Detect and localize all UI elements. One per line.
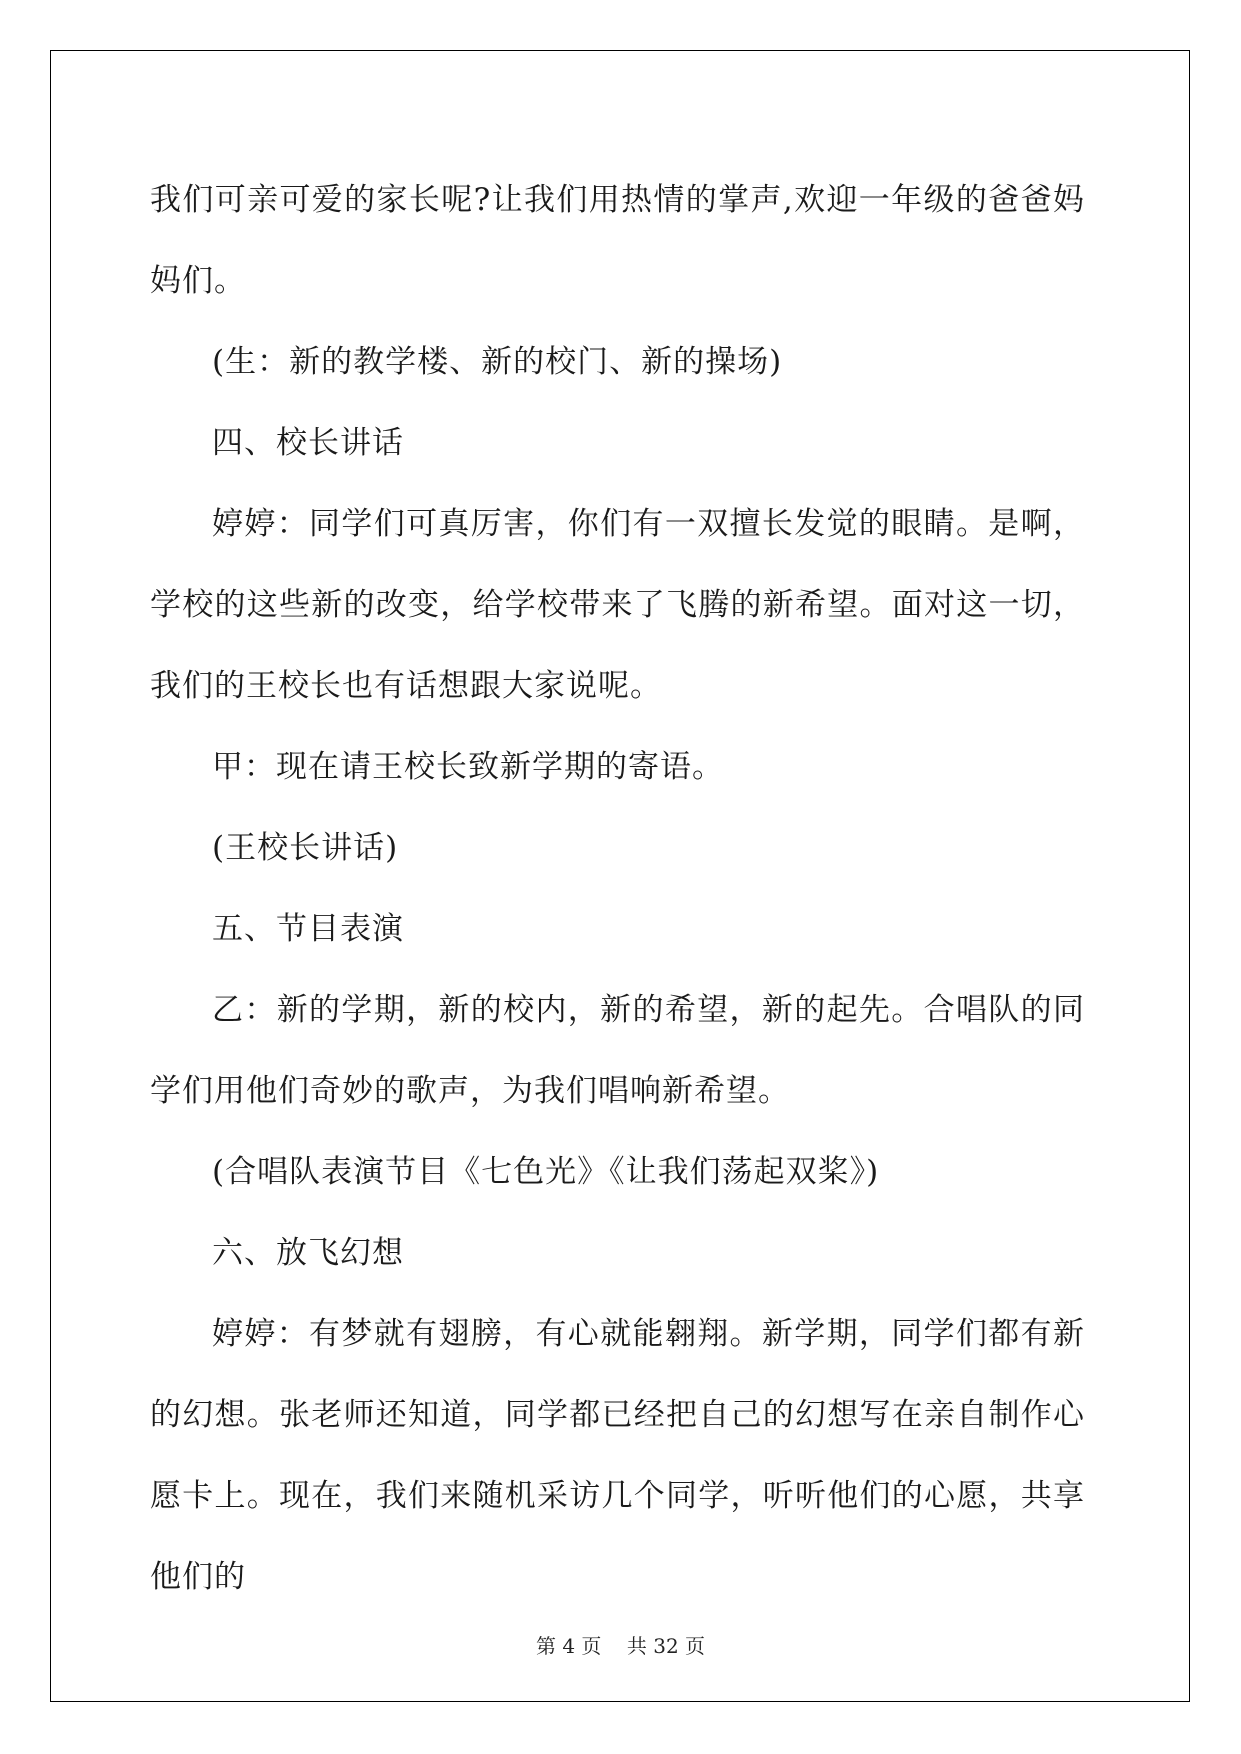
document-body	[150, 160, 1085, 1618]
paragraph: 甲：现在请王校长致新学期的寄语。	[212, 749, 724, 785]
page-footer	[0, 1630, 1241, 1659]
paragraph: 乙：新的学期，新的校内，新的希望，新的起先。合唱队的同学们用他们奇妙的歌声，为我们唱响新希望。	[150, 992, 1085, 1109]
paragraph: (合唱队表演节目《七色光》《让我们荡起双桨》)	[212, 1154, 880, 1190]
page-total: 共 32 页	[626, 1634, 706, 1658]
paragraph: (王校长讲话)	[212, 830, 399, 866]
paragraph: (生：新的教学楼、新的校门、新的操场)	[212, 344, 783, 380]
page-number: 第 4 页	[535, 1634, 602, 1658]
section-heading: 五、节目表演	[212, 911, 404, 947]
section-heading: 四、校长讲话	[212, 425, 404, 461]
paragraph: 我们可亲可爱的家长呢?让我们用热情的掌声,欢迎一年级的爸爸妈妈们。	[150, 182, 1085, 299]
paragraph: 婷婷：同学们可真厉害，你们有一双擅长发觉的眼睛。是啊，学校的这些新的改变，给学校带来了飞腾的新希望。面对这一切，我们的王校长也有话想跟大家说呢。	[150, 506, 1085, 704]
section-heading: 六、放飞幻想	[212, 1235, 404, 1271]
paragraph: 婷婷：有梦就有翅膀，有心就能翱翔。新学期，同学们都有新的幻想。张老师还知道，同学都已经把自己的幻想写在亲自制作心愿卡上。现在，我们来随机采访几个同学，听听他们的心愿，共享他们的	[150, 1316, 1085, 1595]
